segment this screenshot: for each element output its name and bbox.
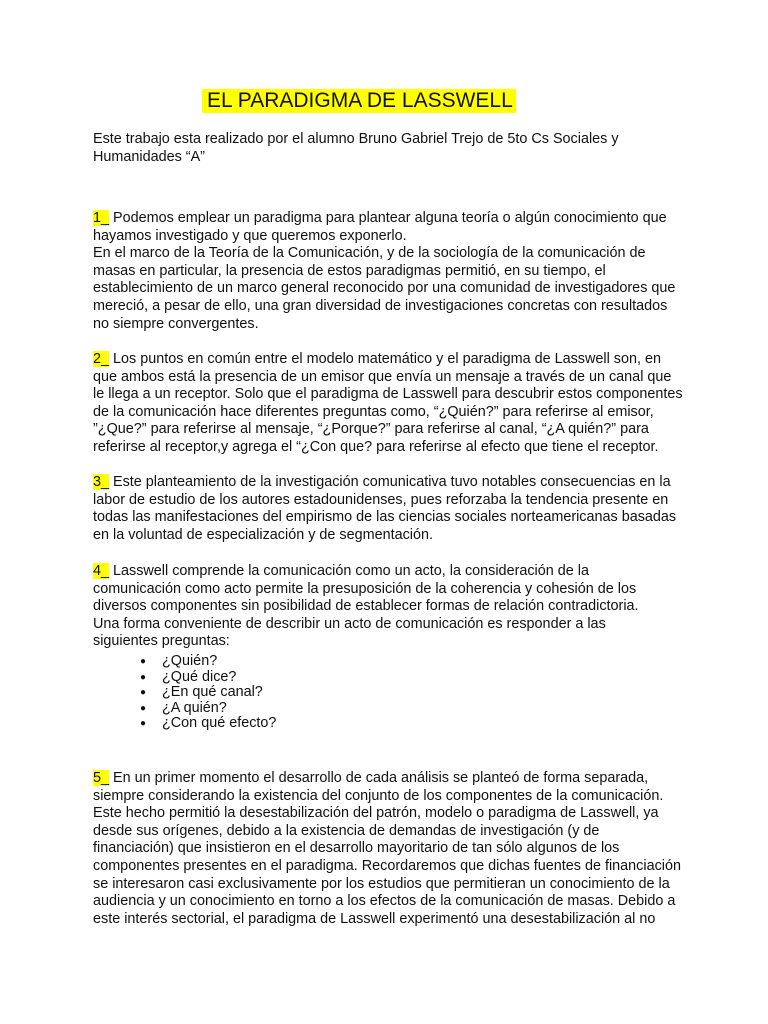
list-item <box>93 716 593 732</box>
section-5 <box>93 770 693 928</box>
bullet-icon: ● <box>140 671 147 683</box>
document-title: EL PARADIGMA DE LASSWELL <box>202 89 516 113</box>
question-text: ¿Quién? <box>162 653 218 669</box>
section-number: 5_ <box>93 770 110 786</box>
section-1 <box>93 210 693 333</box>
question-text: ¿Qué dice? <box>162 668 237 685</box>
bullet-icon: ● <box>140 718 147 730</box>
section-4 <box>93 563 693 651</box>
section-number: 3_ <box>93 474 110 490</box>
list-item <box>93 670 593 686</box>
questions-list <box>93 654 593 732</box>
section-3 <box>93 474 693 544</box>
section-number: 4_ <box>93 563 110 579</box>
section-number: 1_ <box>93 210 110 226</box>
list-item <box>93 685 593 701</box>
question-text: ¿En qué canal? <box>162 684 263 701</box>
bullet-icon: ● <box>140 656 147 667</box>
section-number: 2_ <box>93 351 110 367</box>
section-text: Podemos emplear un paradigma para plantear alguna teoría o algún conocimiento que hayamos investigado y que queremos exponerlo. En el marco de la Teoría de la Comunicación, y de la sociología de la comunicación de masas en particular, la presencia de estos paradigmas permitió, en su tiempo, el establecimiento de un marco general reconocido por una comunidad de investigadores que mereció, a pesar de ello, una gran diversidad de investigaciones concretas con resultados no siempre convergentes. <box>93 210 676 332</box>
section-2 <box>93 351 693 457</box>
bullet-icon: ● <box>140 687 147 699</box>
section-text: En un primer momento el desarrollo de cada análisis se planteó de forma separada, siempre considerando la existencia del conjunto de los componentes de la comunicación. Este hecho permitió la desestabilización del patrón, modelo o paradigma de Lasswell, ya desde sus orígenes, debido a la existencia de demandas de investigación (y de financiación) que insistieron en el desarrollo mayoritario de tan sólo algunos de los componentes presentes en el paradigma. Recordaremos que dichas fuentes de financiación se interesaron casi exclusivamente por los estudios que permitieran un conocimiento de la audiencia y un conocimiento en torno a los efectos de la comunicación de masas. Debido a este interés sectorial, el paradigma de Lasswell experimentó una desestabilización al no <box>93 770 681 927</box>
question-text: ¿Con qué efecto? <box>162 715 277 732</box>
question-text: ¿A quién? <box>162 699 227 716</box>
list-item <box>93 701 593 717</box>
intro-paragraph: Este trabajo esta realizado por el alumno Bruno Gabriel Trejo de 5to Cs Sociales y Humanidades “A” <box>93 131 619 165</box>
list-item <box>93 654 593 670</box>
section-text: Este planteamiento de la investigación comunicativa tuvo notables consecuencias en la labor de estudio de los autores estadounidenses, pues reforzaba la tendencia presente en todas las manifestaciones del empirismo de las ciencias sociales norteamericanas basadas en la voluntad de especialización y de segmentación. <box>93 474 677 543</box>
bullet-icon: ● <box>140 702 147 714</box>
section-text: Lasswell comprende la comunicación como un acto, la consideración de la comunicación como acto permite la presuposición de la coherencia y cohesión de los diversos componentes sin posibilidad de establecer formas de relación contradictoria. Una forma conveniente de describir un acto de comunicación es responder a las siguientes preguntas: <box>93 563 639 650</box>
section-text: Los puntos en común entre el modelo matemático y el paradigma de Lasswell son, en que ambos está la presencia de un emisor que envía un mensaje a través de un canal que le llega a un receptor. Solo que el paradigma de Lasswell para descubrir estos componentes de la comunicación hace diferentes preguntas como, “¿Quién?” para referirse al emisor, ”¿Que?” para referirse al mensaje, “¿Porque?” para referirse al canal, “¿A quién?” para referirse al receptor,y agrega el “¿Con que? para referirse al efecto que tiene el receptor. <box>93 351 683 455</box>
